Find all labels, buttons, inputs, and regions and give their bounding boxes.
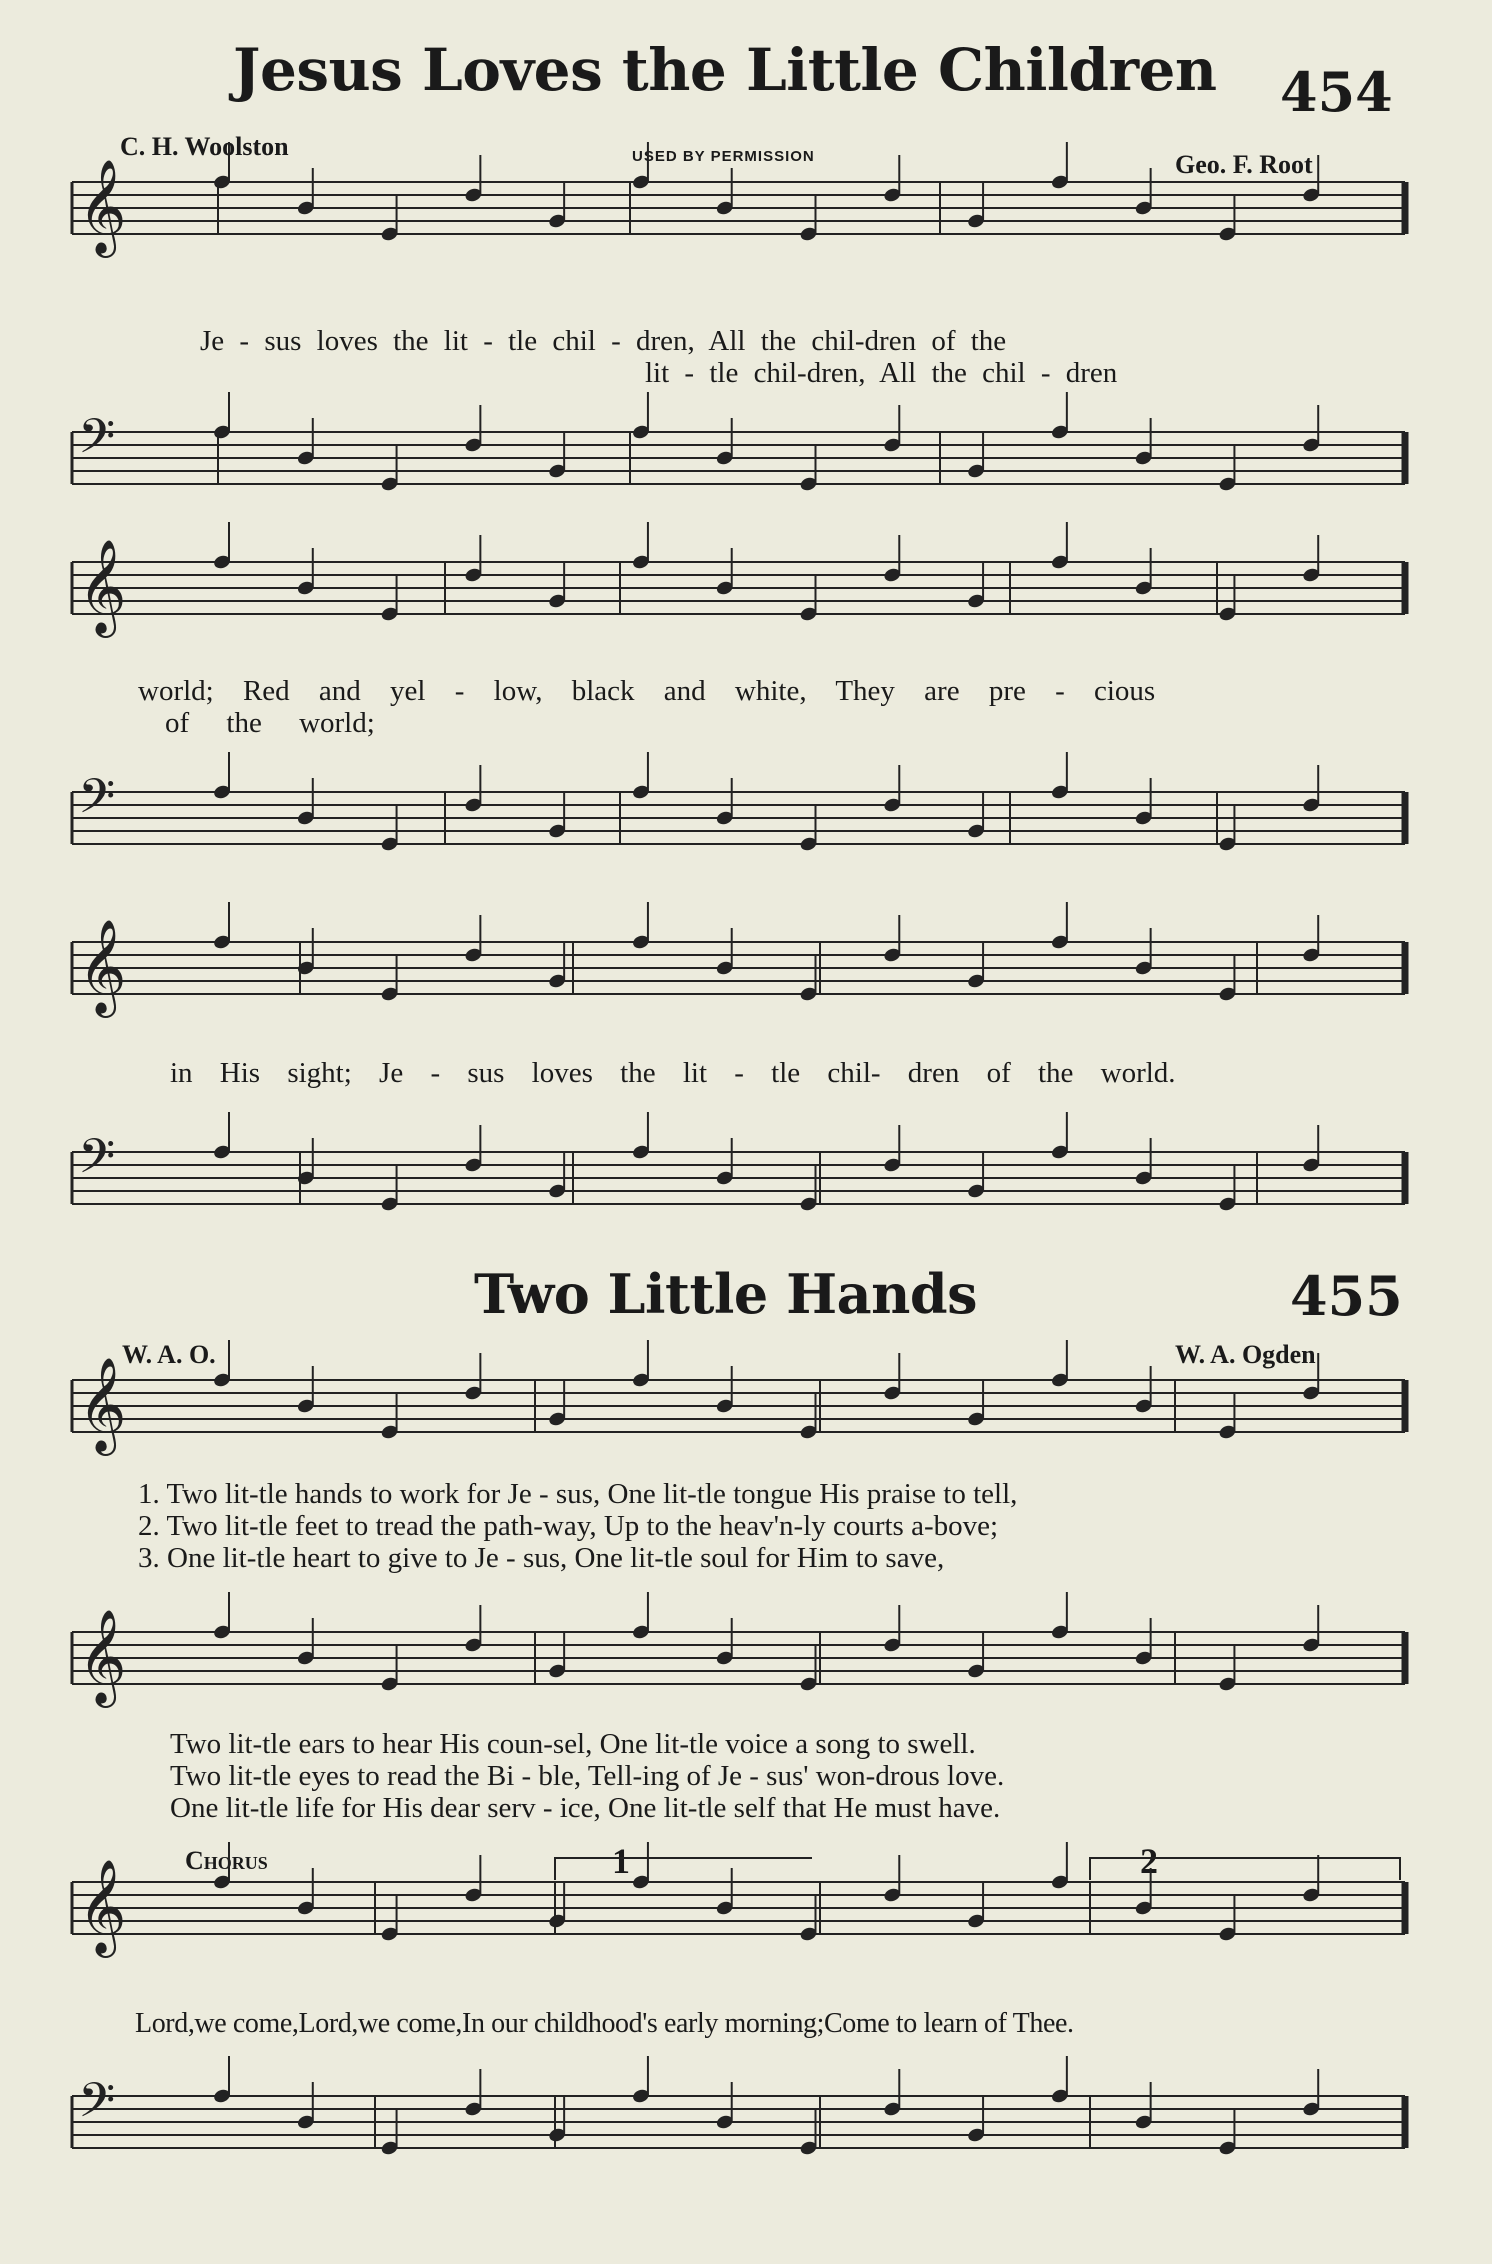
lyric-line: of the world; [165, 707, 375, 739]
hymn-number: 454 [1280, 60, 1393, 124]
verse-line: One lit-tle life for His dear serv - ice, One lit-tle self that He must have. [170, 1792, 1001, 1824]
lyric-line: world; Red and yel - low, black and white, They are pre - cious [138, 675, 1156, 707]
verse-line: Two lit-tle eyes to read the Bi - ble, Tell-ing of Je - sus' won-drous love. [170, 1760, 1005, 1792]
treble-clef-icon: 𝄞 [78, 539, 127, 634]
treble-clef-icon: 𝄞 [78, 919, 127, 1014]
lyric-line: lit - tle chil-dren, All the chil - dren [645, 357, 1118, 389]
composer-credit: Geo. F. Root [1175, 150, 1313, 179]
verse-line: 1. Two lit-tle hands to work for Je - sus, One lit-tle tongue His praise to tell, [138, 1478, 1018, 1510]
treble-clef-icon: 𝄞 [78, 1609, 127, 1704]
lyricist-credit: W. A. O. [122, 1340, 216, 1369]
lyric-line: in His sight; Je - sus loves the lit - tle chil- dren of the world. [170, 1057, 1176, 1089]
lyric-line: Je - sus loves the lit - tle chil - dren, All the chil-dren of the [200, 325, 1007, 357]
treble-clef-icon: 𝄞 [78, 159, 127, 254]
chorus-label: Chorus [185, 1846, 268, 1875]
first-ending-number: 1 [612, 1841, 630, 1881]
lyricist-credit: C. H. Woolston [120, 132, 289, 161]
second-ending-number: 2 [1140, 1841, 1158, 1881]
verse-line: 3. One lit-tle heart to give to Je - sus, One lit-tle soul for Him to save, [138, 1542, 945, 1574]
permission-notice: USED BY PERMISSION [632, 148, 815, 165]
verse-line: Two lit-tle ears to hear His coun-sel, One lit-tle voice a song to swell. [170, 1728, 976, 1760]
bass-clef-icon: 𝄢 [78, 1128, 116, 1196]
bass-clef-icon: 𝄢 [78, 768, 116, 836]
composer-credit: W. A. Ogden [1175, 1340, 1316, 1369]
hymn-title: Two Little Hands [474, 1262, 978, 1326]
hymn-title: Jesus Loves the Little Children [233, 36, 1217, 104]
chorus-lyric-line: Lord,we come,Lord,we come,In our childhood's early morning;Come to learn of Thee. [135, 2008, 1074, 2039]
treble-clef-icon: 𝄞 [78, 1859, 127, 1954]
bass-clef-icon: 𝄢 [78, 2072, 116, 2140]
bass-clef-icon: 𝄢 [78, 408, 116, 476]
verse-line: 2. Two lit-tle feet to tread the path-way, Up to the heav'n-ly courts a-bove; [138, 1510, 999, 1542]
hymn-number: 455 [1290, 1264, 1403, 1328]
treble-clef-icon: 𝄞 [78, 1357, 127, 1452]
